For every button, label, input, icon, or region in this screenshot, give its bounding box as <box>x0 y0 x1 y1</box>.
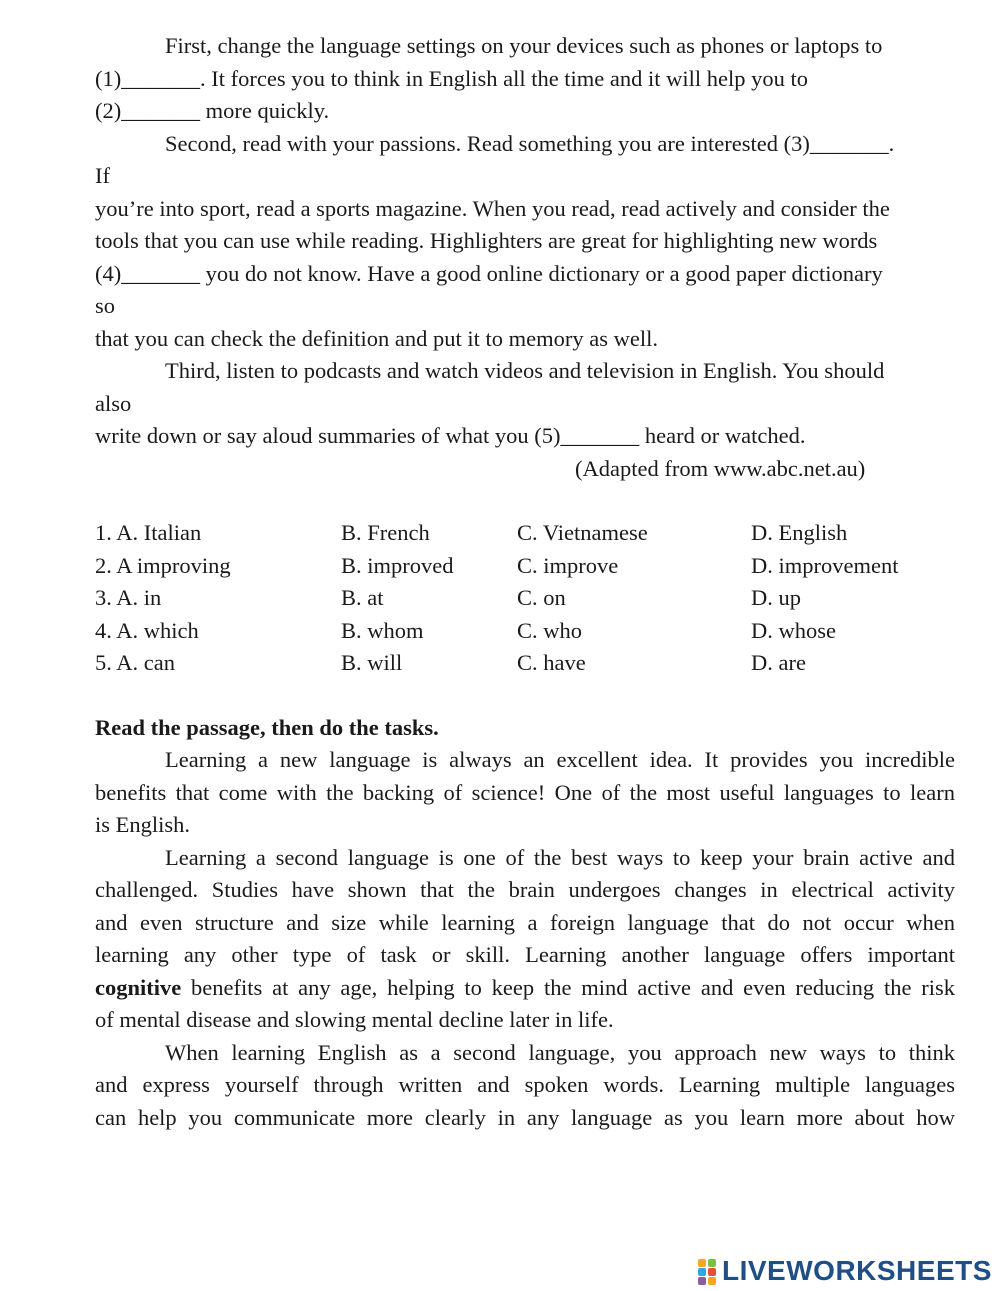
reading-passage <box>95 712 955 1135</box>
passage-line: learning any other type of task or skill. Learning another language offers important <box>95 942 955 967</box>
option-a[interactable]: 2. A improving <box>95 552 231 578</box>
passage-line: (1)_______. It forces you to think in English all the time and it will help you to <box>95 65 809 91</box>
question-row <box>95 550 955 583</box>
option-b[interactable]: B. whom <box>341 617 424 643</box>
passage-line: that you can check the definition and put it to memory as well. <box>95 325 658 351</box>
bold-word: cognitive <box>95 974 182 1000</box>
passage-line: Learning a second language is one of the best ways to keep your brain active and <box>165 844 955 870</box>
answer-options <box>95 517 955 680</box>
option-a[interactable]: 3. A. in <box>95 585 162 610</box>
passage-line: First, change the language settings on your devices such as phones or laptops to <box>165 33 883 58</box>
passage-line: Third, listen to podcasts and watch videos and television in English. You should <box>165 358 885 383</box>
passage-line: (2)_______ more quickly. <box>95 98 330 123</box>
option-c[interactable]: C. have <box>517 650 586 675</box>
passage-line <box>95 972 955 1005</box>
passage-line: can help you communicate more clearly in any language as you learn more about how <box>95 1104 955 1130</box>
passage-line: benefits that come with the backing of science! One of the most useful languages to learn <box>95 779 955 805</box>
question-row <box>95 615 955 648</box>
option-b[interactable]: B. will <box>341 650 403 675</box>
passage-line: challenged. Studies have shown that the brain undergoes changes in electrical activity <box>95 877 955 902</box>
option-b[interactable]: B. at <box>341 585 384 610</box>
passage-line: is English. <box>95 812 191 837</box>
worksheet-page <box>95 30 955 1134</box>
option-c[interactable]: C. on <box>517 585 566 610</box>
option-c[interactable]: C. improve <box>517 552 619 578</box>
liveworksheets-logo[interactable] <box>698 1255 992 1287</box>
passage-line: write down or say aloud summaries of what you (5)_______ heard or watched. <box>95 423 806 448</box>
logo-grid-icon <box>698 1258 718 1284</box>
passage-line: you’re into sport, read a sports magazine. When you read, read actively and consider the <box>95 195 890 221</box>
passage-line: and express yourself through written and spoken words. Learning multiple languages <box>95 1072 955 1097</box>
passage-line: and even structure and size while learning a foreign language that do not occur when <box>95 909 955 935</box>
cloze-passage <box>95 30 955 485</box>
passage-line: If <box>95 163 110 188</box>
option-d[interactable]: D. improvement <box>751 552 899 578</box>
option-d[interactable]: D. English <box>751 520 848 545</box>
option-a[interactable]: 1. A. Italian <box>95 520 202 545</box>
option-b[interactable]: B. French <box>341 520 430 545</box>
logo-text: LIVEWORKSHEETS <box>722 1255 992 1286</box>
option-d[interactable]: D. up <box>751 585 801 610</box>
passage-line: tools that you can use while reading. Highlighters are great for highlighting new words <box>95 228 878 253</box>
passage-line: Learning a new language is always an excellent idea. It provides you incredible <box>165 747 955 772</box>
option-d[interactable]: D. whose <box>751 617 836 643</box>
passage-line: (4)_______ you do not know. Have a good online dictionary or a good paper dictionary <box>95 260 883 286</box>
passage-line: of mental disease and slowing mental decline later in life. <box>95 1007 614 1032</box>
passage-line: also <box>95 390 132 416</box>
passage-source: (Adapted from www.abc.net.au) <box>575 455 866 481</box>
option-b[interactable]: B. improved <box>341 552 454 578</box>
passage-line: Second, read with your passions. Read something you are interested (3)_______. <box>165 130 895 156</box>
option-a[interactable]: 4. A. which <box>95 617 199 643</box>
option-d[interactable]: D. are <box>751 650 806 675</box>
passage-line: When learning English as a second language, you approach new ways to think <box>165 1039 955 1065</box>
section-heading: Read the passage, then do the tasks. <box>95 714 439 740</box>
question-row <box>95 647 955 680</box>
option-c[interactable]: C. who <box>517 617 583 643</box>
question-row <box>95 582 955 615</box>
passage-line: so <box>95 293 116 318</box>
question-row <box>95 517 955 550</box>
option-c[interactable]: C. Vietnamese <box>517 520 648 545</box>
passage-line-text: benefits at any age, helping to keep the mind active and even reducing the risk <box>191 974 955 1000</box>
option-a[interactable]: 5. A. can <box>95 650 175 675</box>
